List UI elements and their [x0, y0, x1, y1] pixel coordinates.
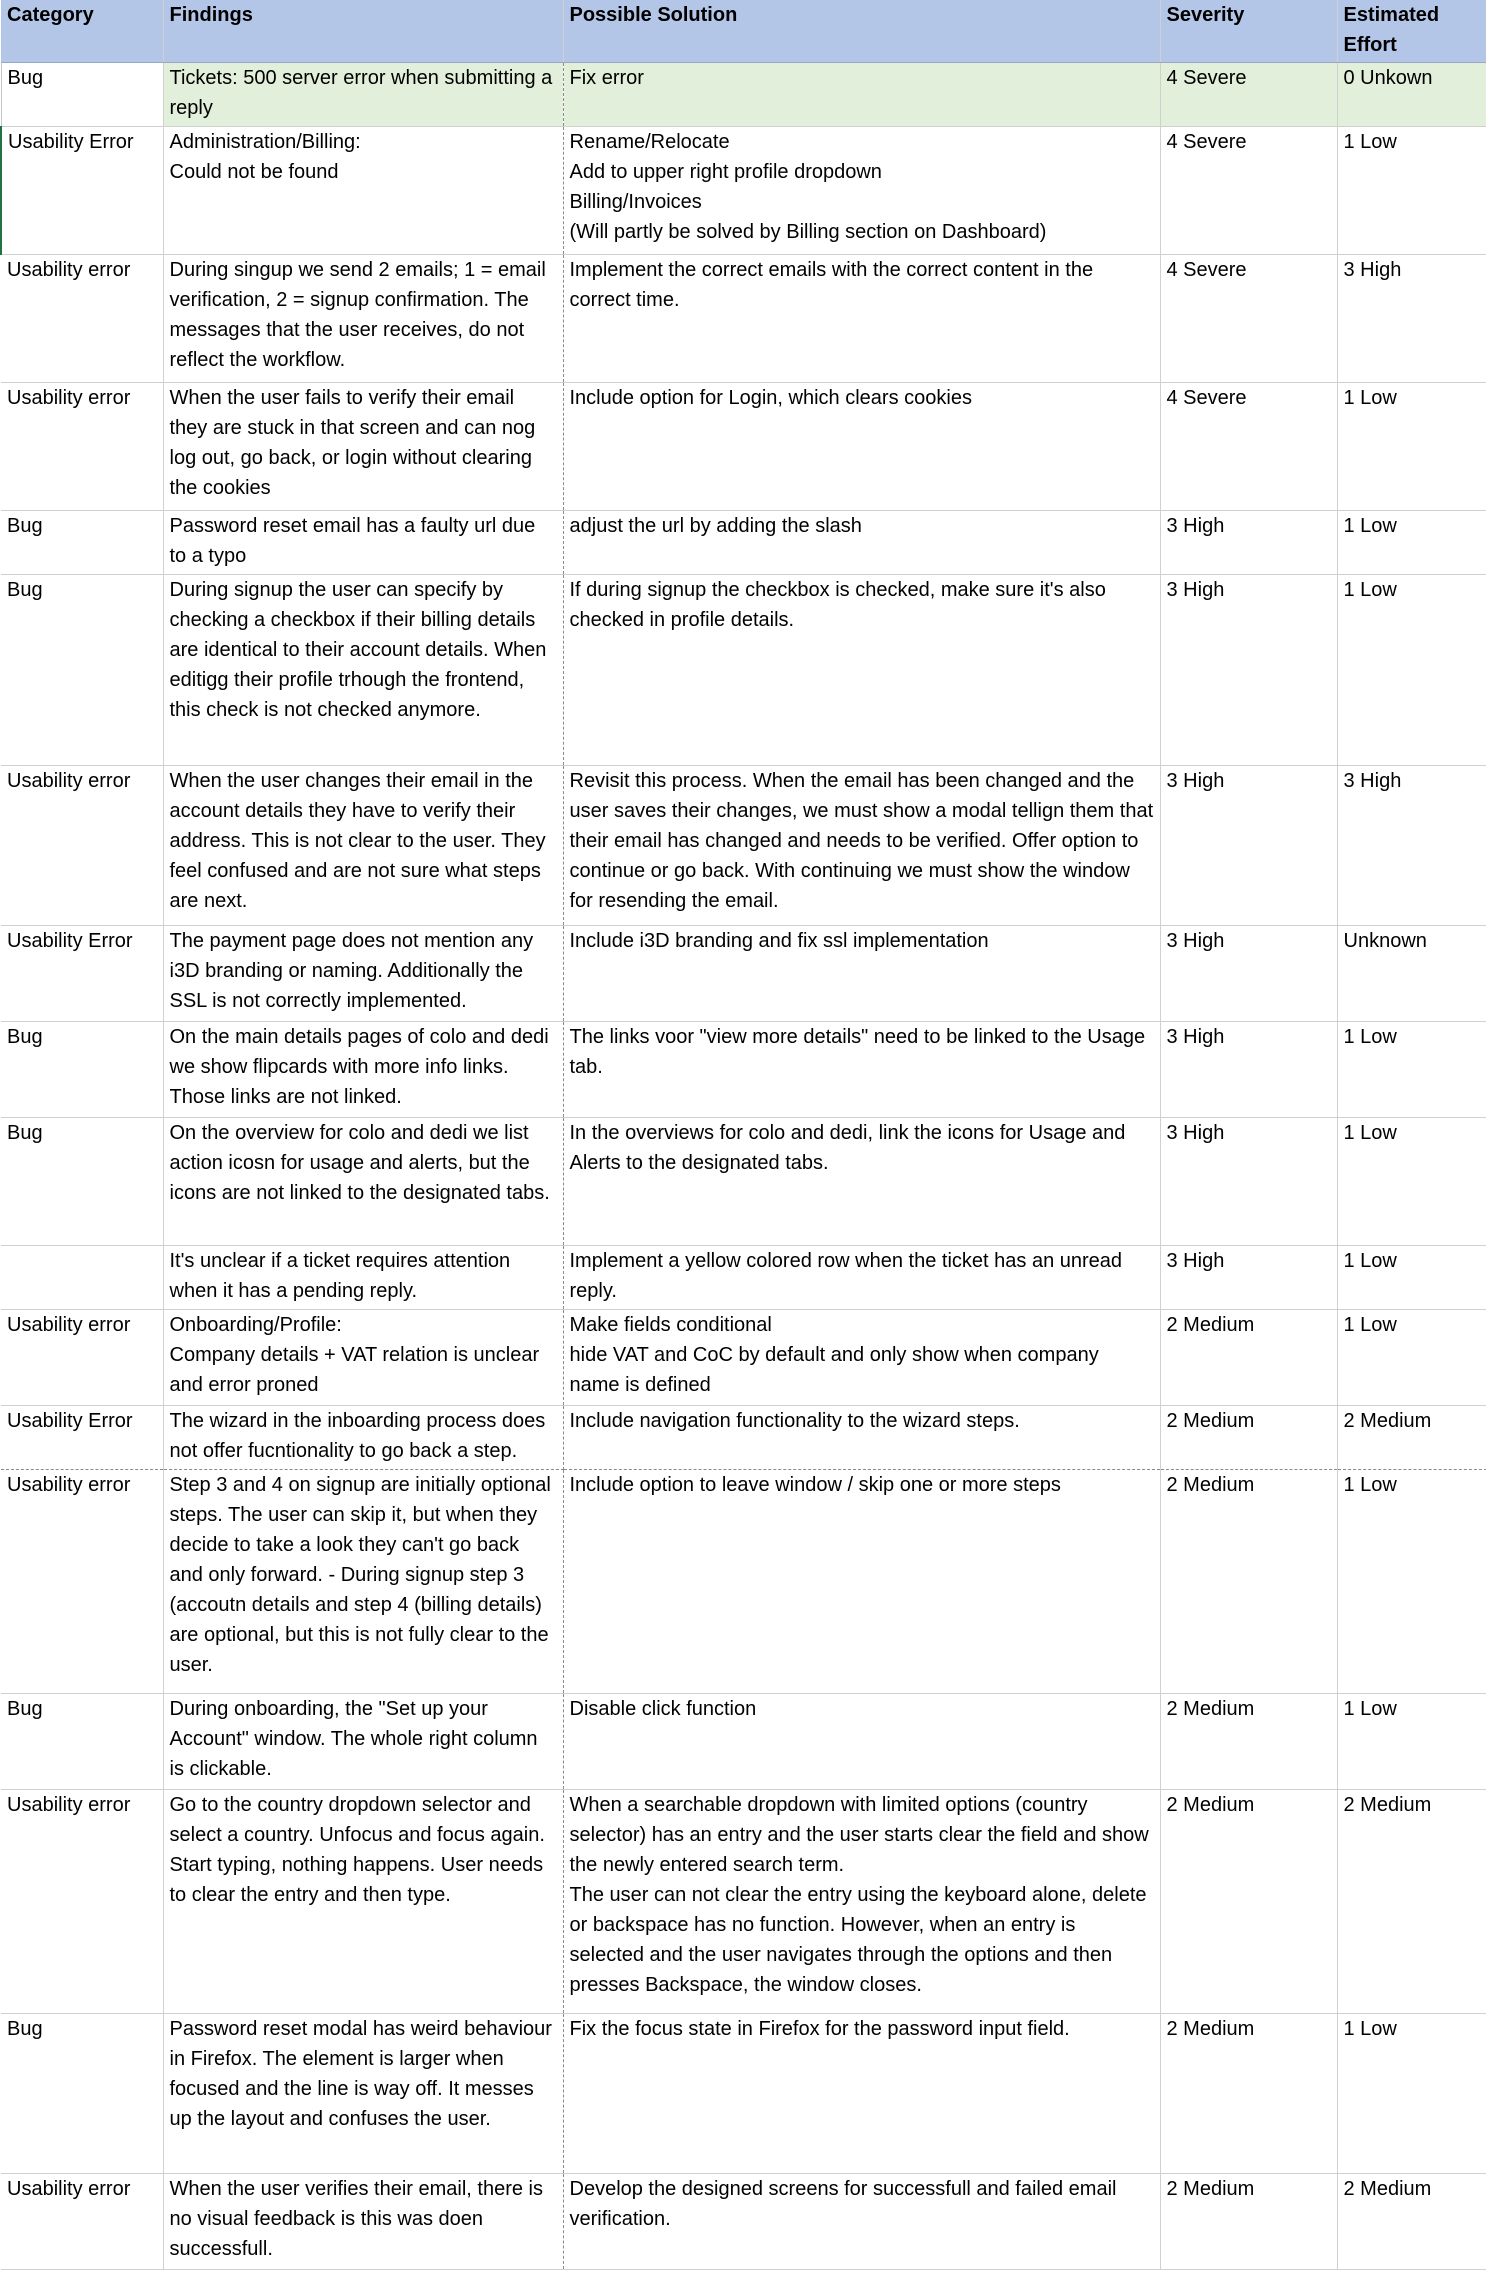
table-row: [1, 766, 1486, 926]
category-cell[interactable]: Usability error: [1, 766, 163, 926]
effort-cell[interactable]: 1 Low: [1337, 1310, 1486, 1406]
findings-cell[interactable]: On the overview for colo and dedi we list action icosn for usage and alerts, but the icons are not linked to the designated tabs.: [163, 1118, 563, 1246]
severity-cell[interactable]: 2 Medium: [1160, 1470, 1337, 1694]
effort-cell[interactable]: 1 Low: [1337, 511, 1486, 575]
solution-cell[interactable]: In the overviews for colo and dedi, link the icons for Usage and Alerts to the designated tabs.: [563, 1118, 1160, 1246]
category-cell[interactable]: [1, 1246, 163, 1310]
category-cell[interactable]: Usability error: [1, 1790, 163, 2014]
table-body: [1, 63, 1486, 2270]
category-cell[interactable]: Usability Error: [1, 1406, 163, 1470]
solution-cell[interactable]: Implement a yellow colored row when the ticket has an unread reply.: [563, 1246, 1160, 1310]
findings-cell[interactable]: On the main details pages of colo and dedi we show flipcards with more info links. Those links are not linked.: [163, 1022, 563, 1118]
severity-cell[interactable]: 3 High: [1160, 926, 1337, 1022]
category-cell[interactable]: Usability Error: [1, 127, 163, 255]
table-row: [1, 1022, 1486, 1118]
solution-cell[interactable]: Make fields conditional hide VAT and CoC by default and only show when company name is defined: [563, 1310, 1160, 1406]
solution-cell[interactable]: The links voor "view more details" need to be linked to the Usage tab.: [563, 1022, 1160, 1118]
severity-cell[interactable]: 4 Severe: [1160, 127, 1337, 255]
table-row: [1, 2174, 1486, 2270]
table-row: [1, 1790, 1486, 2014]
effort-cell[interactable]: 1 Low: [1337, 2014, 1486, 2174]
table-row: [1, 1694, 1486, 1790]
effort-cell[interactable]: 1 Low: [1337, 383, 1486, 511]
header-severity[interactable]: Severity: [1160, 0, 1337, 63]
solution-cell[interactable]: adjust the url by adding the slash: [563, 511, 1160, 575]
solution-cell[interactable]: Include option for Login, which clears cookies: [563, 383, 1160, 511]
severity-cell[interactable]: 2 Medium: [1160, 1694, 1337, 1790]
table-row: [1, 255, 1486, 383]
solution-cell[interactable]: Implement the correct emails with the correct content in the correct time.: [563, 255, 1160, 383]
category-cell[interactable]: Usability error: [1, 1310, 163, 1406]
table-row: [1, 1310, 1486, 1406]
severity-cell[interactable]: 2 Medium: [1160, 1406, 1337, 1470]
category-cell[interactable]: Usability error: [1, 2174, 163, 2270]
severity-cell[interactable]: 2 Medium: [1160, 2014, 1337, 2174]
findings-cell[interactable]: Go to the country dropdown selector and select a country. Unfocus and focus again. Start typing, nothing happens. User needs to clear the entry and then type.: [163, 1790, 563, 2014]
table-row: [1, 1246, 1486, 1310]
header-category[interactable]: Category: [1, 0, 163, 63]
solution-cell[interactable]: Include navigation functionality to the wizard steps.: [563, 1406, 1160, 1470]
effort-cell[interactable]: 2 Medium: [1337, 1406, 1486, 1470]
table-row: [1, 127, 1486, 255]
effort-cell[interactable]: 0 Unkown: [1337, 63, 1486, 127]
category-cell[interactable]: Usability error: [1, 255, 163, 383]
table-row: [1, 1406, 1486, 1470]
findings-cell[interactable]: During signup the user can specify by checking a checkbox if their billing details are identical to their account details. When editigg their profile trhough the frontend, this check is not checked anymore.: [163, 575, 563, 766]
effort-cell[interactable]: 1 Low: [1337, 127, 1486, 255]
findings-cell[interactable]: Onboarding/Profile: Company details + VAT relation is unclear and error proned: [163, 1310, 563, 1406]
severity-cell[interactable]: 3 High: [1160, 575, 1337, 766]
findings-cell[interactable]: It's unclear if a ticket requires attention when it has a pending reply.: [163, 1246, 563, 1310]
category-cell[interactable]: Bug: [1, 1118, 163, 1246]
table-row: [1, 1118, 1486, 1246]
findings-cell[interactable]: Tickets: 500 server error when submitting a reply: [163, 63, 563, 127]
header-findings[interactable]: Findings: [163, 0, 563, 63]
table-row: [1, 2014, 1486, 2174]
severity-cell[interactable]: 3 High: [1160, 1118, 1337, 1246]
effort-cell[interactable]: 1 Low: [1337, 575, 1486, 766]
findings-cell[interactable]: Administration/Billing: Could not be found: [163, 127, 563, 255]
table-row: [1, 1470, 1486, 1694]
solution-cell[interactable]: Include option to leave window / skip one or more steps: [563, 1470, 1160, 1694]
findings-cell[interactable]: When the user verifies their email, there is no visual feedback is this was doen successfull.: [163, 2174, 563, 2270]
category-cell[interactable]: Usability error: [1, 383, 163, 511]
category-cell[interactable]: Bug: [1, 575, 163, 766]
solution-cell[interactable]: When a searchable dropdown with limited options (country selector) has an entry and the user starts clear the field and show the newly entered search term. The user can not clear the entry using the keyboard alone, delete or backspace has no function. However, when an entry is selected and the user navigates through the options and then presses Backspace, the window closes.: [563, 1790, 1160, 2014]
category-cell[interactable]: Bug: [1, 63, 163, 127]
severity-cell[interactable]: 4 Severe: [1160, 255, 1337, 383]
effort-cell[interactable]: 1 Low: [1337, 1118, 1486, 1246]
severity-cell[interactable]: 2 Medium: [1160, 2174, 1337, 2270]
effort-cell[interactable]: 1 Low: [1337, 1694, 1486, 1790]
severity-cell[interactable]: 4 Severe: [1160, 63, 1337, 127]
category-cell[interactable]: Bug: [1, 2014, 163, 2174]
category-cell[interactable]: Usability Error: [1, 926, 163, 1022]
severity-cell[interactable]: 2 Medium: [1160, 1310, 1337, 1406]
category-cell[interactable]: Bug: [1, 511, 163, 575]
category-cell[interactable]: Bug: [1, 1022, 163, 1118]
severity-cell[interactable]: 2 Medium: [1160, 1790, 1337, 2014]
severity-cell[interactable]: 3 High: [1160, 1246, 1337, 1310]
solution-cell[interactable]: Fix the focus state in Firefox for the password input field.: [563, 2014, 1160, 2174]
category-cell[interactable]: Usability error: [1, 1470, 163, 1694]
effort-cell[interactable]: 2 Medium: [1337, 2174, 1486, 2270]
effort-cell[interactable]: 3 High: [1337, 255, 1486, 383]
severity-cell[interactable]: 3 High: [1160, 511, 1337, 575]
header-row: [1, 0, 1486, 63]
findings-cell[interactable]: Password reset modal has weird behaviour in Firefox. The element is larger when focused and the line is way off. It messes up the layout and confuses the user.: [163, 2014, 563, 2174]
findings-cell[interactable]: Step 3 and 4 on signup are initially optional steps. The user can skip it, but when they decide to take a look they can't go back and only forward. - During signup step 3 (accoutn details and step 4 (billing details) are optional, but this is not fully clear to the user.: [163, 1470, 563, 1694]
table-row: [1, 575, 1486, 766]
severity-cell[interactable]: 3 High: [1160, 1022, 1337, 1118]
findings-cell[interactable]: Password reset email has a faulty url due to a typo: [163, 511, 563, 575]
solution-cell[interactable]: Rename/Relocate Add to upper right profile dropdown Billing/Invoices (Will partly be solved by Billing section on Dashboard): [563, 127, 1160, 255]
severity-cell[interactable]: 4 Severe: [1160, 383, 1337, 511]
solution-cell[interactable]: Revisit this process. When the email has been changed and the user saves their changes, we must show a modal tellign them that their email has changed and needs to be verified. Offer option to continue or go back. With continuing we must show the window for resending the email.: [563, 766, 1160, 926]
effort-cell[interactable]: 2 Medium: [1337, 1790, 1486, 2014]
table-row: [1, 926, 1486, 1022]
solution-cell[interactable]: Include i3D branding and fix ssl implementation: [563, 926, 1160, 1022]
findings-cell[interactable]: During onboarding, the "Set up your Account" window. The whole right column is clickable.: [163, 1694, 563, 1790]
findings-cell[interactable]: The payment page does not mention any i3D branding or naming. Additionally the SSL is not correctly implemented.: [163, 926, 563, 1022]
effort-cell[interactable]: 1 Low: [1337, 1022, 1486, 1118]
solution-cell[interactable]: Develop the designed screens for successfull and failed email verification.: [563, 2174, 1160, 2270]
solution-cell[interactable]: Disable click function: [563, 1694, 1160, 1790]
effort-cell[interactable]: Unknown: [1337, 926, 1486, 1022]
header-possible-solution[interactable]: Possible Solution: [563, 0, 1160, 63]
findings-cell[interactable]: The wizard in the inboarding process does not offer fucntionality to go back a step.: [163, 1406, 563, 1470]
table-row: [1, 511, 1486, 575]
table-row: [1, 63, 1486, 127]
findings-cell[interactable]: When the user fails to verify their email they are stuck in that screen and can nog log out, go back, or login without clearing the cookies: [163, 383, 563, 511]
findings-cell[interactable]: During singup we send 2 emails; 1 = email verification, 2 = signup confirmation. The messages that the user receives, do not reflect the workflow.: [163, 255, 563, 383]
solution-cell[interactable]: If during signup the checkbox is checked, make sure it's also checked in profile details.: [563, 575, 1160, 766]
solution-cell[interactable]: Fix error: [563, 63, 1160, 127]
effort-cell[interactable]: 1 Low: [1337, 1246, 1486, 1310]
effort-cell[interactable]: 1 Low: [1337, 1470, 1486, 1694]
severity-cell[interactable]: 3 High: [1160, 766, 1337, 926]
category-cell[interactable]: Bug: [1, 1694, 163, 1790]
header-estimated-effort[interactable]: Estimated Effort: [1337, 0, 1486, 63]
table-row: [1, 383, 1486, 511]
findings-cell[interactable]: When the user changes their email in the account details they have to verify their address. This is not clear to the user. They feel confused and are not sure what steps are next.: [163, 766, 563, 926]
effort-cell[interactable]: 3 High: [1337, 766, 1486, 926]
